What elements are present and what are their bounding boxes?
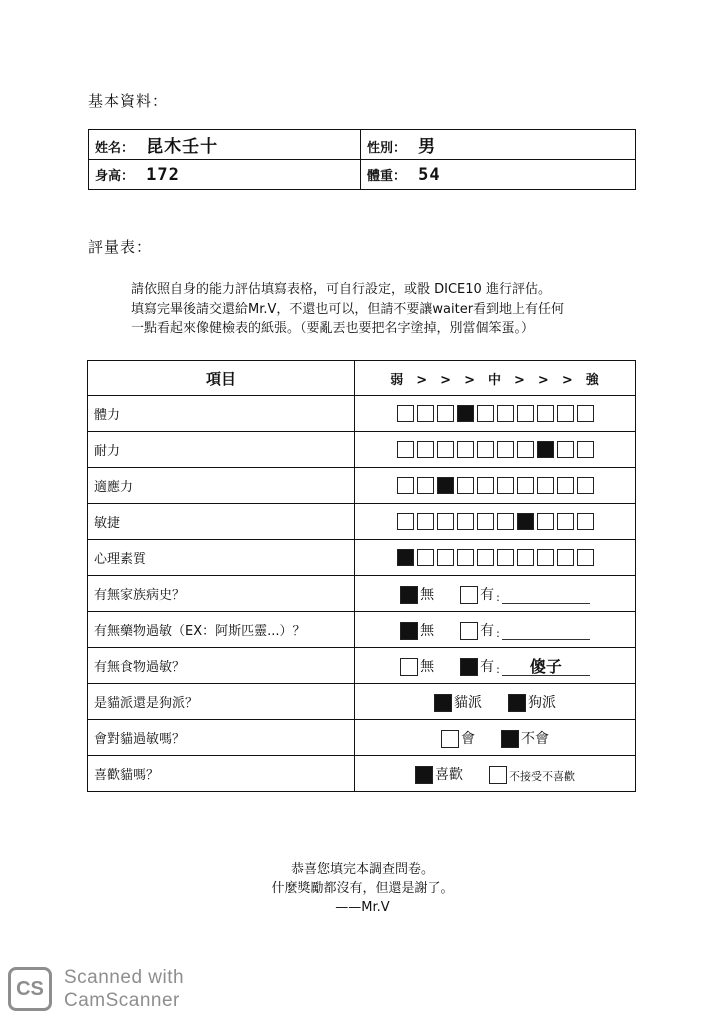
- checkbox[interactable]: [457, 549, 474, 566]
- checkbox[interactable]: [457, 513, 474, 530]
- question-options: [355, 576, 636, 612]
- checkbox[interactable]: [397, 405, 414, 422]
- gender-cell: [361, 130, 636, 160]
- checkbox[interactable]: [577, 477, 594, 494]
- checkbox[interactable]: [577, 405, 594, 422]
- evaluation-table: [87, 360, 636, 792]
- checkbox[interactable]: [577, 441, 594, 458]
- checkbox[interactable]: [537, 405, 554, 422]
- option-colon: :: [496, 662, 500, 676]
- instructions: [131, 280, 564, 339]
- checkbox[interactable]: [437, 549, 454, 566]
- height-value: 172: [146, 164, 180, 185]
- gender-label: 性別：: [367, 141, 407, 156]
- checkbox[interactable]: [537, 549, 554, 566]
- checkbox[interactable]: [397, 441, 414, 458]
- scale-label: 強: [585, 372, 600, 388]
- closing-message: [0, 860, 725, 917]
- weight-cell: [361, 160, 636, 190]
- scale-label: >: [537, 372, 550, 388]
- question-label: 喜歡貓嗎？: [88, 756, 355, 792]
- question-options: [355, 612, 636, 648]
- question-label: 有無食物過敏？: [88, 648, 355, 684]
- question-options: [355, 648, 636, 684]
- watermark-line-1: Scanned with: [64, 967, 185, 988]
- checkbox[interactable]: [437, 405, 454, 422]
- checkbox[interactable]: [517, 441, 534, 458]
- name-cell: [89, 130, 361, 160]
- gender-value: 男: [418, 137, 437, 157]
- height-label: 身高：: [95, 168, 135, 184]
- instruction-line: 請依照自身的能力評估填寫表格，可自行設定，或骰 DICE10 進行評估。: [131, 282, 551, 297]
- checkbox[interactable]: [417, 405, 434, 422]
- checkbox[interactable]: [397, 477, 414, 494]
- checkbox-checked[interactable]: [400, 586, 418, 604]
- checkbox[interactable]: [497, 513, 514, 530]
- checkbox[interactable]: [457, 477, 474, 494]
- option-label: 不接受不喜歡: [509, 769, 575, 783]
- option[interactable]: [489, 766, 575, 784]
- option[interactable]: [460, 656, 590, 676]
- checkbox[interactable]: [557, 513, 574, 530]
- checkbox-checked[interactable]: [537, 441, 554, 458]
- camscanner-watermark: [8, 966, 184, 1012]
- checkbox[interactable]: [489, 766, 507, 784]
- checkbox[interactable]: [477, 441, 494, 458]
- option-label: 貓派: [454, 694, 482, 711]
- checkbox-checked[interactable]: [508, 694, 526, 712]
- checkbox[interactable]: [557, 549, 574, 566]
- option-colon: :: [496, 626, 500, 640]
- rating-scale: [355, 504, 636, 540]
- option[interactable]: [415, 764, 463, 784]
- question-label: 是貓派還是狗派？: [88, 684, 355, 720]
- checkbox-checked[interactable]: [517, 513, 534, 530]
- option-label: 有: [480, 586, 495, 603]
- instruction-line: 一點看起來像健檢表的紙張。（要亂丟也要把名字塗掉，別當個笨蛋。）: [131, 321, 535, 336]
- scale-labels: [355, 369, 635, 388]
- question-label: 有無藥物過敏（EX：阿斯匹靈...）？: [88, 612, 355, 648]
- checkbox-checked[interactable]: [434, 694, 452, 712]
- checkbox-checked[interactable]: [400, 622, 418, 640]
- question-row: [88, 720, 636, 756]
- weight-value: 54: [418, 164, 441, 185]
- checkbox[interactable]: [557, 405, 574, 422]
- option-label: 會: [461, 730, 475, 747]
- checkbox[interactable]: [557, 477, 574, 494]
- question-row: [88, 648, 636, 684]
- checkbox[interactable]: [477, 405, 494, 422]
- checkbox[interactable]: [441, 730, 459, 748]
- fill-in-blank[interactable]: 傻子: [502, 661, 590, 676]
- rating-label: 心理素質: [88, 540, 355, 576]
- option-label: 有: [480, 622, 495, 639]
- header-item: 項目: [88, 361, 355, 396]
- option[interactable]: [400, 584, 434, 604]
- scale-label: >: [561, 372, 574, 388]
- option[interactable]: [508, 692, 556, 712]
- checkbox[interactable]: [417, 441, 434, 458]
- rating-scale: [355, 540, 636, 576]
- checkbox-checked[interactable]: [457, 405, 474, 422]
- rating-row: [88, 468, 636, 504]
- fill-in-blank[interactable]: [502, 589, 590, 604]
- option-label: 喜歡: [435, 766, 463, 783]
- scale-label: >: [464, 372, 476, 388]
- evaluation-title: 評量表：: [88, 238, 153, 256]
- checkbox[interactable]: [417, 513, 434, 530]
- checkbox[interactable]: [400, 658, 418, 676]
- rating-scale: [355, 432, 636, 468]
- weight-label: 體重：: [367, 168, 407, 184]
- scale-label: 中: [487, 372, 502, 388]
- rating-label: 耐力: [88, 432, 355, 468]
- fill-in-blank[interactable]: [502, 625, 590, 640]
- question-options: [355, 720, 636, 756]
- checkbox[interactable]: [577, 549, 594, 566]
- option[interactable]: [501, 728, 549, 748]
- checkbox[interactable]: [457, 441, 474, 458]
- option-label: 有: [480, 658, 495, 675]
- instruction-line: 填寫完畢後請交還給Mr.V，不還也可以，但請不要讓waiter看到地上有任何: [131, 301, 565, 317]
- rating-scale: [355, 396, 636, 432]
- rating-label: 適應力: [88, 468, 355, 504]
- checkbox[interactable]: [397, 513, 414, 530]
- option[interactable]: [400, 620, 434, 640]
- rating-row: [88, 432, 636, 468]
- checkbox-checked[interactable]: [460, 658, 478, 676]
- option-label: 無: [420, 658, 435, 675]
- watermark-line-2: CamScanner: [64, 990, 180, 1011]
- checkbox[interactable]: [497, 441, 514, 458]
- option-label: 無: [420, 622, 435, 639]
- question-label: 有無家族病史？: [88, 576, 355, 612]
- checkbox[interactable]: [437, 513, 454, 530]
- scale-label: >: [440, 372, 453, 388]
- checkbox[interactable]: [537, 513, 554, 530]
- question-row: [88, 756, 636, 792]
- scale-label: >: [416, 372, 429, 388]
- checkbox-checked[interactable]: [437, 477, 454, 494]
- basic-info-title: 基本資料：: [88, 92, 169, 110]
- checkbox[interactable]: [517, 405, 534, 422]
- rating-label: 敏捷: [88, 504, 355, 540]
- checkbox[interactable]: [477, 549, 494, 566]
- question-label: 會對貓過敏嗎？: [88, 720, 355, 756]
- rating-label: 體力: [88, 396, 355, 432]
- option[interactable]: [441, 728, 475, 748]
- checkbox[interactable]: [517, 549, 534, 566]
- checkbox-checked[interactable]: [415, 766, 433, 784]
- checkbox[interactable]: [557, 441, 574, 458]
- checkbox[interactable]: [537, 477, 554, 494]
- checkbox-checked[interactable]: [397, 549, 414, 566]
- rating-row: [88, 396, 636, 432]
- option-colon: :: [496, 590, 500, 604]
- rating-row: [88, 504, 636, 540]
- header-scale: [355, 361, 636, 396]
- basic-info-table: [88, 129, 636, 190]
- name-value: 昆木壬十: [146, 137, 219, 157]
- option[interactable]: [460, 620, 590, 640]
- name-label: 姓名：: [95, 141, 135, 156]
- checkbox[interactable]: [497, 405, 514, 422]
- rating-scale: [355, 468, 636, 504]
- checkbox[interactable]: [577, 513, 594, 530]
- option[interactable]: [434, 692, 482, 712]
- height-cell: [89, 160, 361, 190]
- closing-line-1: 恭喜您填完本調查問卷。: [290, 862, 434, 877]
- checkbox[interactable]: [460, 586, 478, 604]
- checkbox[interactable]: [417, 549, 434, 566]
- scale-label: 弱: [390, 372, 405, 388]
- checkbox[interactable]: [437, 441, 454, 458]
- option-label: 不會: [521, 730, 549, 747]
- option[interactable]: [400, 656, 434, 676]
- checkbox[interactable]: [517, 477, 534, 494]
- checkbox[interactable]: [497, 477, 514, 494]
- option[interactable]: [460, 584, 590, 604]
- question-options: [355, 756, 636, 792]
- camscanner-logo-icon: CS: [8, 967, 52, 1011]
- scale-label: >: [514, 372, 526, 388]
- checkbox[interactable]: [460, 622, 478, 640]
- signature: ——Mr.V: [335, 900, 390, 915]
- question-row: [88, 684, 636, 720]
- checkbox[interactable]: [477, 477, 494, 494]
- checkbox[interactable]: [477, 513, 494, 530]
- checkbox-checked[interactable]: [501, 730, 519, 748]
- closing-line-2: 什麼獎勵都沒有，但還是謝了。: [271, 881, 454, 896]
- question-row: [88, 612, 636, 648]
- checkbox[interactable]: [497, 549, 514, 566]
- rating-row: [88, 540, 636, 576]
- question-options: [355, 684, 636, 720]
- question-row: [88, 576, 636, 612]
- option-label: 狗派: [528, 694, 556, 711]
- checkbox[interactable]: [417, 477, 434, 494]
- option-label: 無: [420, 586, 435, 603]
